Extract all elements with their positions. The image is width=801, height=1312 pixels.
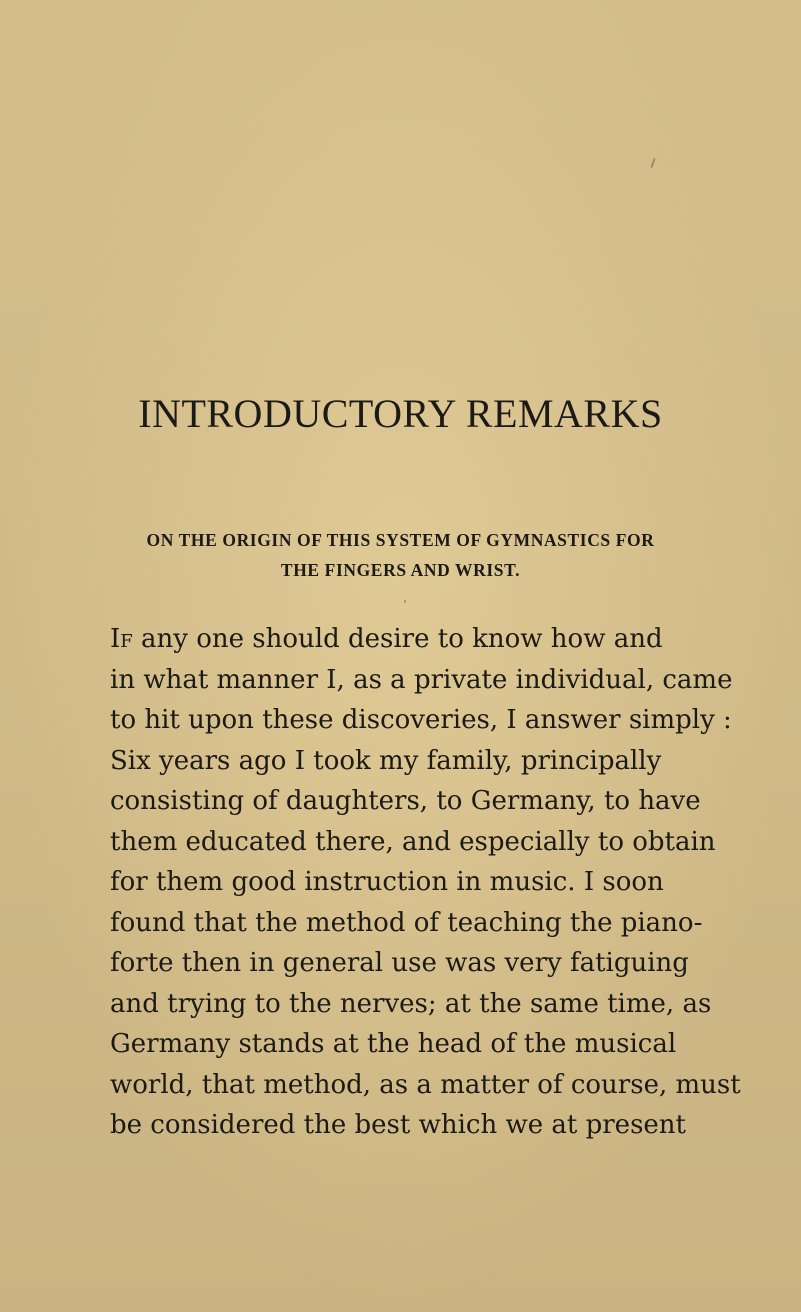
text-line: them educated there, and especially to obtain [110,826,716,857]
text-line: for them good instruction in music. I soon [110,867,664,897]
text-line: to hit upon these discoveries, I answer simply : [110,705,732,735]
text-line-rest: any one should desire to know how and [132,624,663,654]
paper-speck [650,158,655,168]
subtitle-line-2: THE FINGERS AND WRIST. [280,560,521,580]
text-line: be considered the best which we at present [110,1110,686,1140]
text-line: world, that method, as a matter of course, must [110,1069,741,1100]
text-line: found that the method of teaching the piano- [110,907,703,938]
text-line [110,619,663,660]
text-line: in what manner I, as a private individual, came [110,664,733,695]
text-line: Six years ago I took my family, principally [110,745,662,776]
text-line: consisting of daughters, to Germany, to have [110,786,701,816]
text-line: and trying to the nerves; at the same time, as [110,988,712,1019]
text-line: Germany stands at the head of the musical [110,1029,677,1059]
page-subtitle [0,525,801,585]
dropcap-word: If [110,624,133,654]
page-title: INTRODUCTORY REMARKS [138,391,663,436]
paper-speck [404,600,406,603]
text-line: forte then in general use was very fatiguing [110,948,689,978]
subtitle-line-1: ON THE ORIGIN OF THIS SYSTEM OF GYMNASTICS FOR [146,530,655,550]
body-paragraph [110,619,741,1146]
